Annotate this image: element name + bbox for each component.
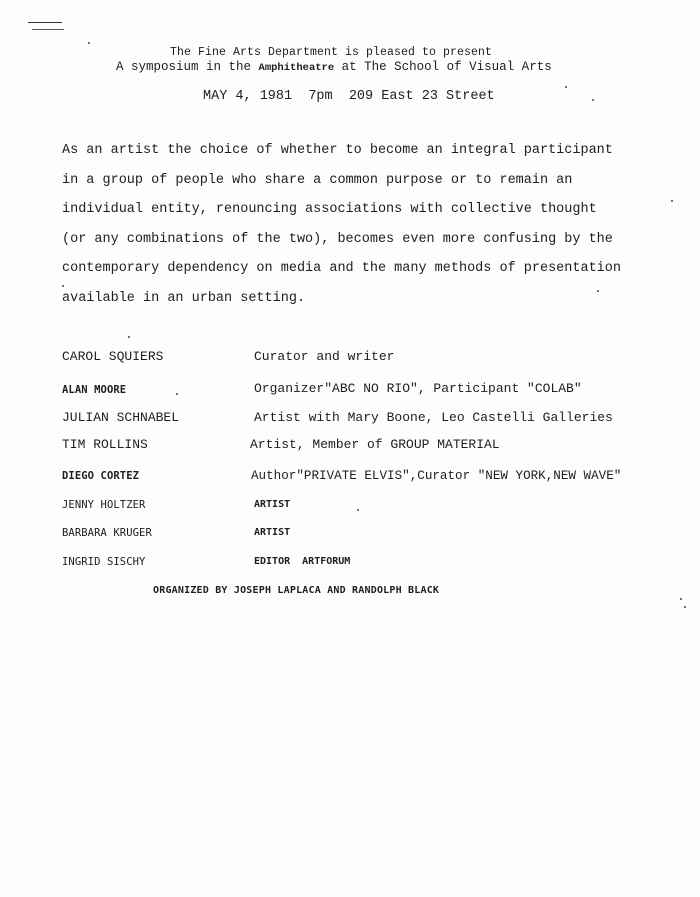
paper-speck	[671, 200, 673, 202]
participant-row	[0, 469, 700, 489]
paper-speck	[62, 285, 64, 287]
body-line: individual entity, renouncing associations with collective thought	[62, 202, 597, 217]
participant-role: Artist with Mary Boone, Leo Castelli Galleries	[254, 410, 613, 425]
participant-row	[0, 437, 700, 457]
participant-name: INGRID SISCHY	[62, 556, 146, 568]
header-symposium-prefix: A symposium in the	[116, 60, 259, 74]
paper-speck	[88, 42, 90, 44]
participant-row	[0, 349, 700, 369]
paper-speck	[684, 606, 686, 608]
participant-role: Organizer"ABC NO RIO", Participant "COLAB"	[254, 381, 582, 396]
participant-name: ALAN MOORE	[62, 384, 127, 396]
participant-name: BARBARA KRUGER	[62, 527, 152, 539]
body-line: contemporary dependency on media and the many methods of presentation	[62, 261, 621, 276]
paper-speck	[176, 393, 178, 395]
header-presenter-line: The Fine Arts Department is pleased to present	[170, 46, 493, 59]
participant-role: Curator and writer	[254, 349, 395, 364]
participant-row	[0, 499, 700, 519]
header-venue: Amphitheatre	[258, 62, 335, 74]
participant-role: Artist, Member of GROUP MATERIAL	[250, 437, 500, 452]
participant-name: JULIAN SCHNABEL	[62, 410, 180, 425]
body-line: (or any combinations of the two), becomes even more confusing by the	[62, 231, 613, 247]
body-line: in a group of people who share a common purpose or to remain an	[62, 172, 573, 188]
participant-row	[0, 556, 700, 576]
paper-speck	[357, 509, 359, 511]
header-date-location: MAY 4, 1981 7pm 209 East 23 Street	[203, 89, 495, 104]
paper-speck	[128, 336, 130, 338]
participant-role: ARTIST	[254, 527, 291, 538]
participant-role: EDITOR ARTFORUM	[254, 556, 351, 567]
paper-speck	[680, 598, 682, 600]
participant-name: JENNY HOLTZER	[62, 499, 146, 511]
participant-row	[0, 381, 700, 401]
paper-speck	[597, 290, 599, 292]
body-line: available in an urban setting.	[62, 290, 306, 306]
participant-row	[0, 527, 700, 547]
header-school: at The School of Visual Arts	[334, 60, 552, 74]
organizers-credit: ORGANIZED BY JOSEPH LAPLACA AND RANDOLPH BLACK	[153, 585, 440, 596]
participant-name: CAROL SQUIERS	[62, 349, 164, 364]
participant-role: Author"PRIVATE ELVIS",Curator "NEW YORK,NEW WAVE"	[251, 469, 622, 483]
participant-row	[0, 410, 700, 430]
participant-name: TIM ROLLINS	[62, 437, 148, 452]
body-line: As an artist the choice of whether to become an integral participant	[62, 143, 613, 158]
paper-speck	[565, 86, 567, 88]
paper-speck	[592, 99, 594, 101]
participant-role: ARTIST	[254, 499, 291, 510]
participant-name: DIEGO CORTEZ	[62, 470, 140, 482]
